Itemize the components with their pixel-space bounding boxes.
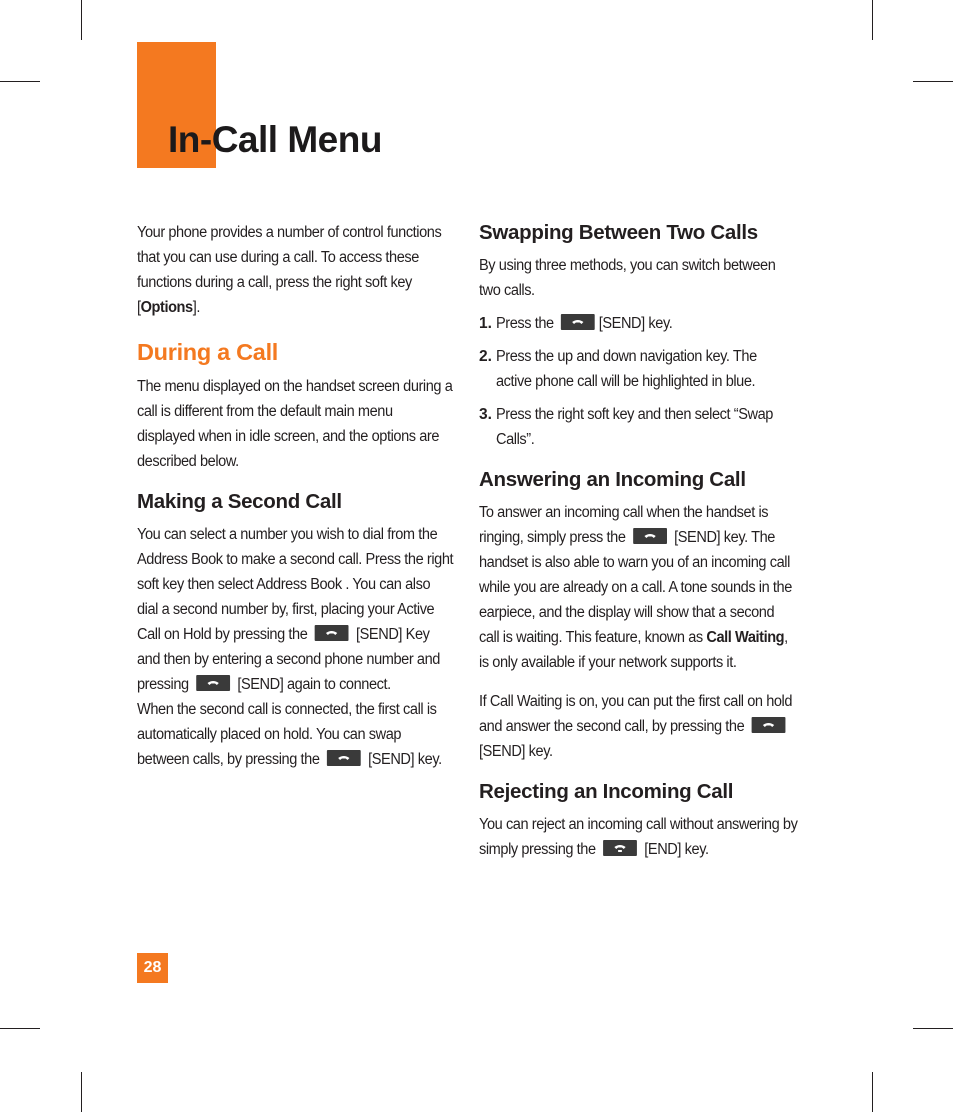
making-second-call-text: You can select a number you wish to dial from the Address Book to make a second call. Press the right soft key then select Address Book . You can also dial a second number by, first, placing your Active Call on Hold by pressing the [SEND] Key and then by entering a second phone number and pressing [SEND] again to connect. <box>137 526 454 693</box>
crop-mark <box>81 0 82 40</box>
list-item: 2. Press the up and down navigation key. The active phone call will be highlighted in blue. <box>479 348 757 390</box>
call-waiting-label: Call Waiting <box>706 629 785 646</box>
crop-mark <box>872 0 873 40</box>
send-key-icon <box>315 625 349 641</box>
crop-mark <box>872 1072 873 1112</box>
answering-call-text: To answer an incoming call when the handset is ringing, simply press the [SEND] key. The handset is also able to warn you of an incoming call while you are already on a call. A tone sounds in the earpiece, and the display will show that a second call is waiting. This feature, known as Call Waiting, is only available if your network supports it. <box>479 504 792 671</box>
second-call-hold-text: When the second call is connected, the first call is automatically placed on hold. You can swap between calls, by pressing the [SEND] key. <box>137 701 442 768</box>
during-call-heading: During a Call <box>137 339 279 365</box>
page-title: In-Call Menu <box>168 119 382 160</box>
list-item: 1. Press the [SEND] key. <box>479 315 673 332</box>
page-number: 28 <box>137 953 168 983</box>
send-key-icon <box>752 717 786 733</box>
crop-mark <box>0 1028 40 1029</box>
swapping-calls-heading: Swapping Between Two Calls <box>479 221 758 244</box>
making-second-call-heading: Making a Second Call <box>137 490 342 513</box>
crop-mark <box>913 1028 953 1029</box>
swap-steps-list <box>479 311 799 452</box>
right-column <box>479 219 799 876</box>
send-key-icon <box>633 528 667 544</box>
call-waiting-text: If Call Waiting is on, you can put the first call on hold and answer the second call, by pressing the [SEND] key. <box>479 693 793 760</box>
rejecting-call-text: You can reject an incoming call without answering by simply pressing the [END] key. <box>479 816 798 858</box>
answering-call-heading: Answering an Incoming Call <box>479 468 746 491</box>
crop-mark <box>81 1072 82 1112</box>
crop-mark <box>913 81 953 82</box>
crop-mark <box>0 81 40 82</box>
during-call-text: The menu displayed on the handset screen during a call is different from the default main menu displayed when in idle screen, and the options are described below. <box>137 378 453 470</box>
send-key-icon <box>327 750 361 766</box>
intro-paragraph: Your phone provides a number of control functions that you can use during a call. To access these functions during a call, press the right soft key [Options]. <box>137 224 442 316</box>
send-key-icon <box>561 314 595 330</box>
rejecting-call-heading: Rejecting an Incoming Call <box>479 780 734 803</box>
swapping-calls-intro: By using three methods, you can switch between two calls. <box>479 257 776 299</box>
left-column <box>137 220 455 786</box>
end-key-icon <box>603 840 637 856</box>
options-label: Options <box>140 299 193 316</box>
send-key-icon <box>196 675 230 691</box>
list-item: 3. Press the right soft key and then select “Swap Calls”. <box>479 406 773 448</box>
